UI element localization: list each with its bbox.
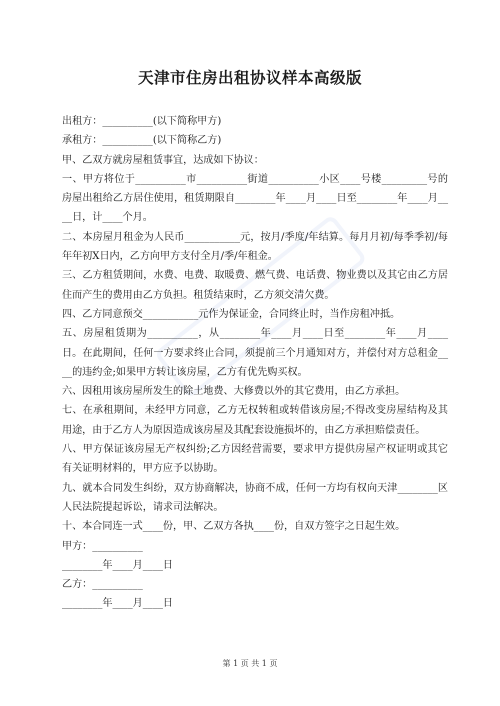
clause-4: 四、乙方同意预交___________元作为保证金，合同终止时，当作房租冲抵。 (62, 308, 401, 320)
document-body (62, 112, 448, 614)
party-b-date: ________年____月____日 (62, 598, 174, 610)
clause-5: 五、房屋租赁期为__________，从________年____月____日至________年____月____日。在此期间，任何一方要求终止合同，须提前三个月通知对方，并偿付对方总租金____的违约金;如果甲方转让该房屋，乙方有优先购买权。 (62, 328, 448, 378)
clause-3: 三、乙方租赁期间，水费、电费、取暖费、燃气费、电话费、物业费以及其它由乙方居住而产生的费用由乙方负担。租赁结束时，乙方须交清欠费。 (62, 270, 448, 301)
lessee-line: 承租方：__________(以下简称乙方) (62, 135, 222, 147)
agreement-intro: 甲、乙双方就房屋租赁事宜，达成如下协议： (62, 154, 264, 166)
clause-6: 六、因租用该房屋所发生的除土地费、大修费以外的其它费用，由乙方承担。 (62, 386, 406, 398)
clause-8: 八、甲方保证该房屋无产权纠纷;乙方因经营需要，要求甲方提供房屋产权证明或其它有关证明材料的，甲方应予以协助。 (62, 444, 448, 475)
party-a-date: ________年____月____日 (62, 559, 174, 571)
party-b-signature: 乙方：__________ (62, 579, 143, 591)
page-footer: 第 1 页 共 1 页 (222, 659, 278, 668)
clause-2: 二、本房屋月租金为人民币___________元，按月/季度/年结算。每月月初/每季季初/每年年初X日内，乙方向甲方支付全月/季/年租金。 (62, 231, 448, 263)
clause-7: 七、在承租期间，未经甲方同意，乙方无权转租或转借该房屋;不得改变房屋结构及其用途，由于乙方人为原因造成该房屋及其配套设施损坏的，由乙方承担赔偿责任。 (62, 405, 448, 436)
party-a-signature: 甲方：__________ (62, 540, 143, 552)
lessor-line: 出租方：__________(以下简称甲方) (62, 116, 222, 127)
document-title: 天津市住房出租协议样本高级版 (137, 68, 362, 87)
clause-10: 十、本合同连一式____份，甲、乙双方各执____份，自双方签字之日起生效。 (62, 521, 406, 533)
clause-9: 九、就本合同发生纠纷，双方协商解决，协商不成，任何一方均有权向天津________区人民法院提起诉讼，请求司法解决。 (62, 482, 448, 513)
clause-1: 一、甲方将位于__________市__________街道__________小区____号楼_________号的房屋出租给乙方居住使用，租赁期限自________年____月____日至________年____月____日，计____个月。 (62, 173, 448, 224)
